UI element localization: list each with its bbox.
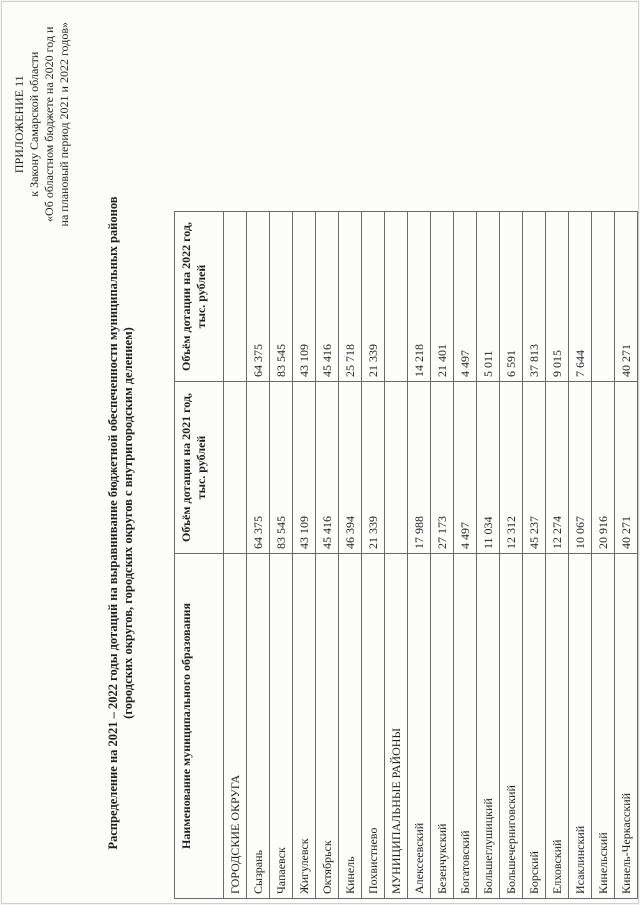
municipality-cell: Большеглушицкий: [477, 554, 500, 899]
table-row: [316, 212, 339, 899]
value-2022-cell: 64 375: [247, 212, 270, 382]
value-2021-cell: 12 312: [500, 382, 523, 554]
municipality-cell: ГОРОДСКИЕ ОКРУГА: [224, 554, 247, 899]
value-2021-cell: [224, 382, 247, 554]
table-row: [408, 212, 431, 899]
header-2022-line1: Объём дотации на 2022 год,: [179, 222, 193, 372]
municipality-cell: МУНИЦИПАЛЬНЫЕ РАЙОНЫ: [385, 554, 408, 899]
table-row: [339, 212, 362, 899]
municipality-cell: Исаклинский: [569, 554, 592, 899]
value-2022-cell: 9 015: [546, 212, 569, 382]
header-municipality-label: Наименование муниципального образования: [179, 603, 193, 849]
table-row: [362, 212, 385, 899]
municipality-cell: Безенчукский: [431, 554, 454, 899]
value-2021-cell: [385, 382, 408, 554]
value-2022-cell: 25 718: [339, 212, 362, 382]
value-2021-cell: 83 545: [270, 382, 293, 554]
value-2022-cell: [592, 212, 615, 382]
municipality-cell: Борский: [523, 554, 546, 899]
title-line-2: (городских округов, городских округов с внутригородским делением): [121, 327, 135, 719]
value-2021-cell: 20 916: [592, 382, 615, 554]
header-2021-line1: Объём дотации на 2021 год,: [179, 393, 193, 543]
appendix-number: ПРИЛОЖЕНИЕ 11: [12, 75, 26, 174]
table-row: [431, 212, 454, 899]
municipality-cell: Богатовский: [454, 554, 477, 899]
municipality-cell: Алексеевский: [408, 554, 431, 899]
value-2021-cell: 4 497: [454, 382, 477, 554]
header-2022-line2: тыс. рублей: [194, 264, 208, 329]
value-2021-cell: 12 274: [546, 382, 569, 554]
header-2021: [175, 382, 224, 554]
subsidy-table: [174, 211, 638, 899]
value-2022-cell: 83 545: [270, 212, 293, 382]
table-row: [523, 212, 546, 899]
municipality-cell: Елховский: [546, 554, 569, 899]
table-header-row: [175, 212, 224, 899]
municipality-cell: Жигулевск: [293, 554, 316, 899]
value-2021-cell: 27 173: [431, 382, 454, 554]
value-2022-cell: 37 813: [523, 212, 546, 382]
table-row: [477, 212, 500, 899]
value-2022-cell: 21 339: [362, 212, 385, 382]
value-2021-cell: 45 416: [316, 382, 339, 554]
rotated-document: [2, 2, 638, 903]
value-2021-cell: 11 034: [477, 382, 500, 554]
value-2021-cell: 64 375: [247, 382, 270, 554]
value-2022-cell: 5 011: [477, 212, 500, 382]
value-2022-cell: 7 644: [569, 212, 592, 382]
municipality-cell: Октябрьск: [316, 554, 339, 899]
table-row: [615, 212, 638, 899]
table-row: [385, 212, 408, 899]
header-2021-line2: тыс. рублей: [194, 435, 208, 500]
table-row: [592, 212, 615, 899]
value-2022-cell: [385, 212, 408, 382]
value-2021-cell: 10 067: [569, 382, 592, 554]
municipality-cell: Похвистнево: [362, 554, 385, 899]
appendix-header: [12, 22, 72, 226]
value-2022-cell: 4 497: [454, 212, 477, 382]
value-2022-cell: 21 401: [431, 212, 454, 382]
document-title: [106, 183, 136, 863]
table-row: [247, 212, 270, 899]
value-2022-cell: 6 591: [500, 212, 523, 382]
value-2022-cell: 14 218: [408, 212, 431, 382]
table-row: [270, 212, 293, 899]
header-municipality: [175, 554, 224, 899]
value-2021-cell: 43 109: [293, 382, 316, 554]
title-line-1: Распределение на 2021 – 2022 годы дотаций на выравнивание бюджетной обеспеченности муниципальных районов: [106, 196, 120, 850]
value-2022-cell: 45 416: [316, 212, 339, 382]
page: [1, 1, 639, 904]
value-2021-cell: 17 988: [408, 382, 431, 554]
value-2021-cell: 40 271: [615, 382, 638, 554]
table-body: [224, 212, 638, 899]
municipality-cell: Кинельский: [592, 554, 615, 899]
municipality-cell: Чапаевск: [270, 554, 293, 899]
municipality-cell: Большечерниговский: [500, 554, 523, 899]
value-2021-cell: 45 237: [523, 382, 546, 554]
appendix-law-title: «Об областном бюджете на 2020 год и: [42, 26, 56, 222]
table-row: [569, 212, 592, 899]
municipality-cell: Кинель: [339, 554, 362, 899]
value-2021-cell: 46 394: [339, 382, 362, 554]
appendix-law-period: на плановый период 2021 и 2022 годов»: [57, 22, 71, 227]
municipality-cell: Сызрань: [247, 554, 270, 899]
table-row: [500, 212, 523, 899]
value-2022-cell: 40 271: [615, 212, 638, 382]
municipality-cell: Кинель-Черкасский: [615, 554, 638, 899]
header-2022: [175, 212, 224, 382]
value-2021-cell: 21 339: [362, 382, 385, 554]
value-2022-cell: 43 109: [293, 212, 316, 382]
table-row: [546, 212, 569, 899]
value-2022-cell: [224, 212, 247, 382]
table-row: [224, 212, 247, 899]
table-row: [454, 212, 477, 899]
table-row: [293, 212, 316, 899]
appendix-law: к Закону Самарской области: [27, 51, 41, 197]
